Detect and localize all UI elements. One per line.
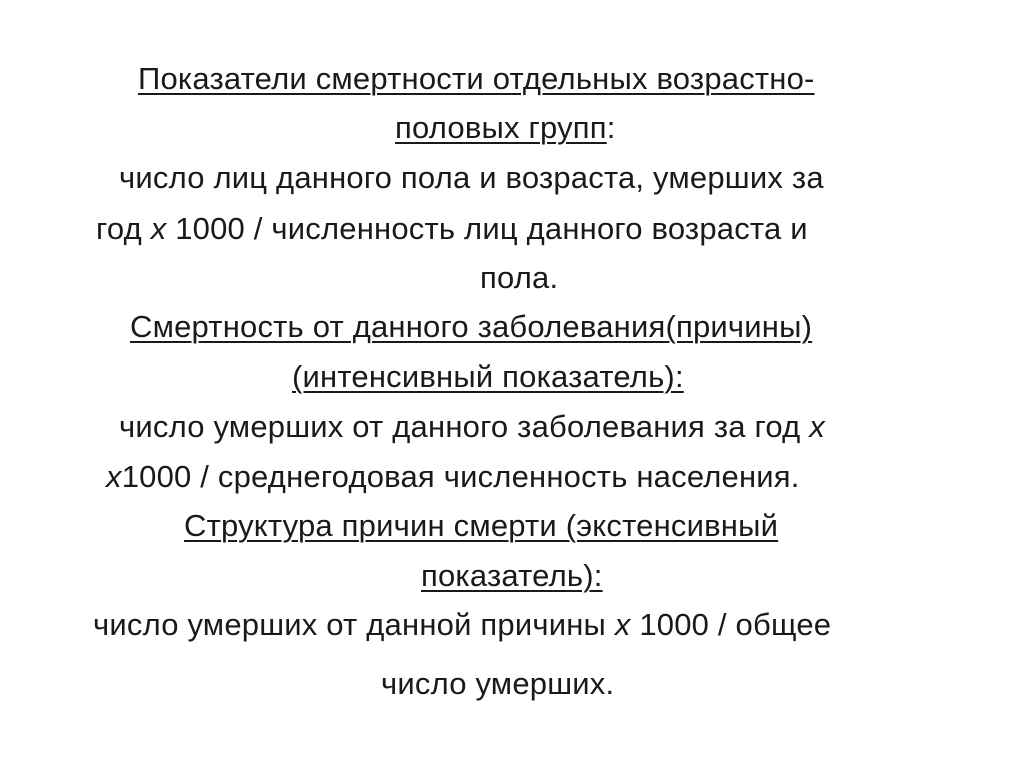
section1-formula-line1: число лиц данного пола и возраста, умерших за — [119, 160, 824, 195]
section2-heading-line1: Смертность от данного заболевания(причины) — [130, 309, 813, 344]
section3-formula-line2: число умерших. — [381, 666, 615, 701]
section1-heading-line1: Показатели смертности отдельных возрастно- — [138, 61, 815, 96]
section3-heading-line2: показатель): — [421, 558, 603, 593]
section2-formula-line1: число умерших от данного заболевания за год х — [119, 409, 825, 444]
section3-heading-line1: Структура причин смерти (экстенсивный — [184, 508, 779, 543]
section1-formula-line2: год х 1000 / численность лиц данного возраста и — [96, 211, 808, 246]
section1-heading-line2: половых групп: — [395, 110, 616, 145]
section3-formula-line1: число умерших от данной причины х 1000 / общее — [93, 607, 832, 642]
section1-formula-line3: пола. — [480, 260, 559, 295]
section2-heading-line2: (интенсивный показатель): — [292, 359, 684, 394]
section2-formula-line2: х1000 / среднегодовая численность населения. — [106, 459, 800, 494]
